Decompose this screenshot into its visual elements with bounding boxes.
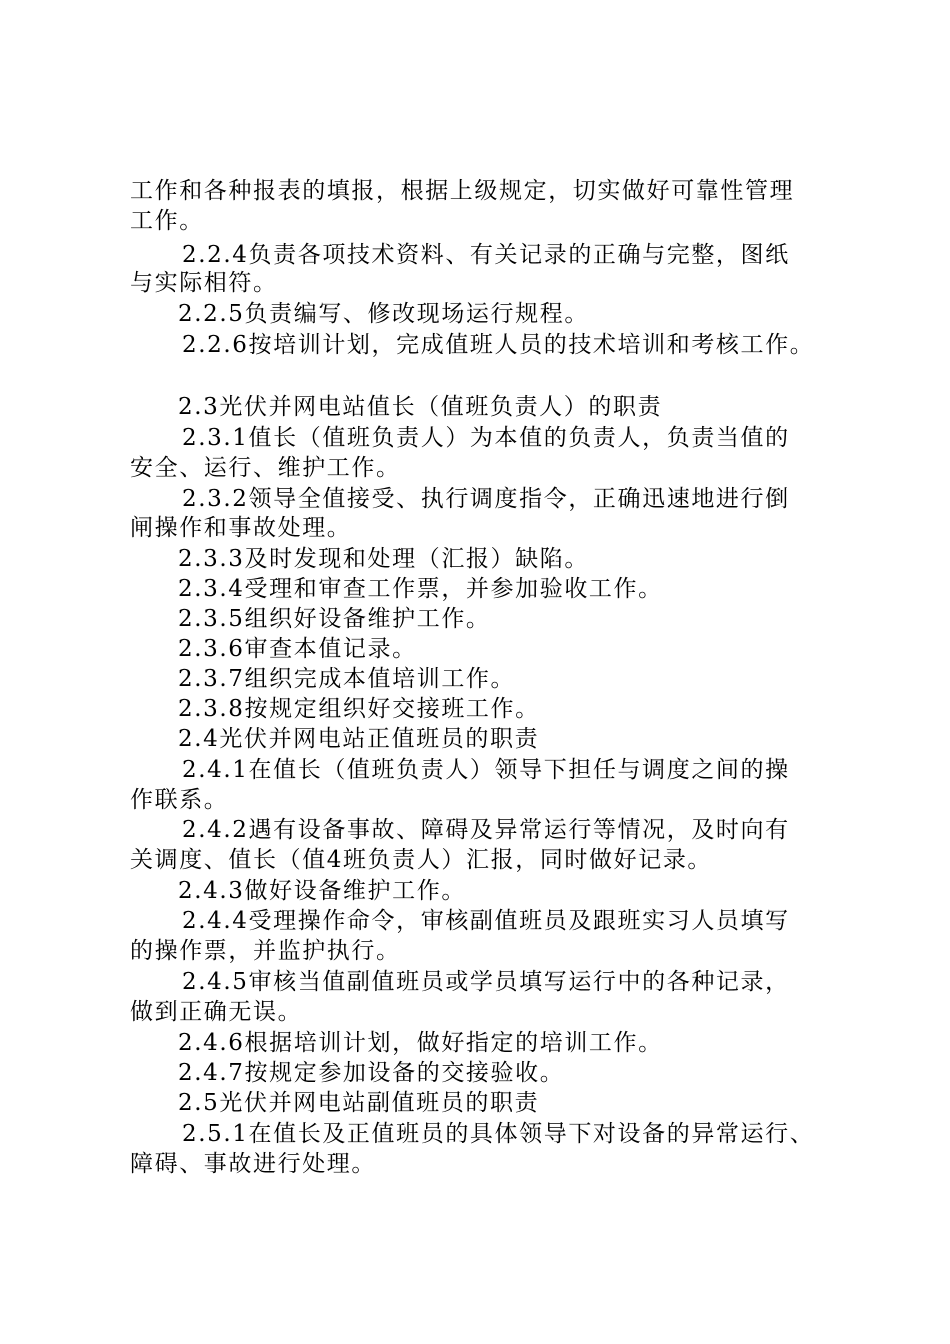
section-heading: 2.3光伏并网电站值长（值班负责人）的职责 — [178, 394, 663, 420]
text-line: 2.3.6审查本值记录。 — [178, 636, 417, 662]
text-line: 2.3.8按规定组织好交接班工作。 — [178, 696, 540, 722]
text-line: 2.4.3做好设备维护工作。 — [178, 878, 466, 904]
text-line: 工作。 — [130, 208, 204, 234]
text-line: 2.4.4受理操作命令，审核副值班员及跟班实习人员填写 — [182, 908, 790, 934]
text-line: 闸操作和事故处理。 — [130, 515, 352, 541]
text-line: 2.3.2领导全值接受、执行调度指令，正确迅速地进行倒 — [182, 486, 790, 512]
text-line: 的操作票，并监护执行。 — [130, 938, 401, 964]
text-line: 做到正确无误。 — [130, 999, 303, 1025]
text-line: 2.4.5审核当值副值班员或学员填写运行中的各种记录， — [182, 969, 790, 995]
section-heading: 2.4光伏并网电站正值班员的职责 — [178, 726, 540, 752]
text-line: 2.5.1在值长及正值班员的具体领导下对设备的异常运行、 — [182, 1121, 815, 1147]
text-line: 关调度、值长（值4班负责人）汇报，同时做好记录。 — [130, 847, 713, 873]
text-line: 2.2.6按培训计划，完成值班人员的技术培训和考核工作。 — [182, 332, 815, 358]
text-line: 2.4.7按规定参加设备的交接验收。 — [178, 1060, 565, 1086]
text-line: 2.3.5组织好设备维护工作。 — [178, 606, 491, 632]
text-line: 障碍、事故进行处理。 — [130, 1151, 376, 1177]
text-line: 2.4.2遇有设备事故、障碍及异常运行等情况，及时向有 — [182, 817, 790, 843]
text-line: 2.2.5负责编写、修改现场运行规程。 — [178, 301, 589, 327]
text-line: 2.4.1在值长（值班负责人）领导下担任与调度之间的操 — [182, 757, 790, 783]
text-line: 2.3.1值长（值班负责人）为本值的负责人，负责当值的 — [182, 425, 790, 451]
section-heading: 2.5光伏并网电站副值班员的职责 — [178, 1090, 540, 1116]
text-line: 安全、运行、维护工作。 — [130, 455, 401, 481]
text-line: 2.4.6根据培训计划，做好指定的培训工作。 — [178, 1030, 663, 1056]
text-line: 工作和各种报表的填报，根据上级规定，切实做好可靠性管理 — [130, 178, 795, 204]
text-line: 2.3.3及时发现和处理（汇报）缺陷。 — [178, 546, 589, 572]
text-line: 作联系。 — [130, 787, 229, 813]
text-line: 与实际相符。 — [130, 270, 278, 296]
text-line: 2.3.7组织完成本值培训工作。 — [178, 666, 516, 692]
text-line: 2.2.4负责各项技术资料、有关记录的正确与完整，图纸 — [182, 242, 790, 268]
text-line: 2.3.4受理和审查工作票，并参加验收工作。 — [178, 576, 663, 602]
